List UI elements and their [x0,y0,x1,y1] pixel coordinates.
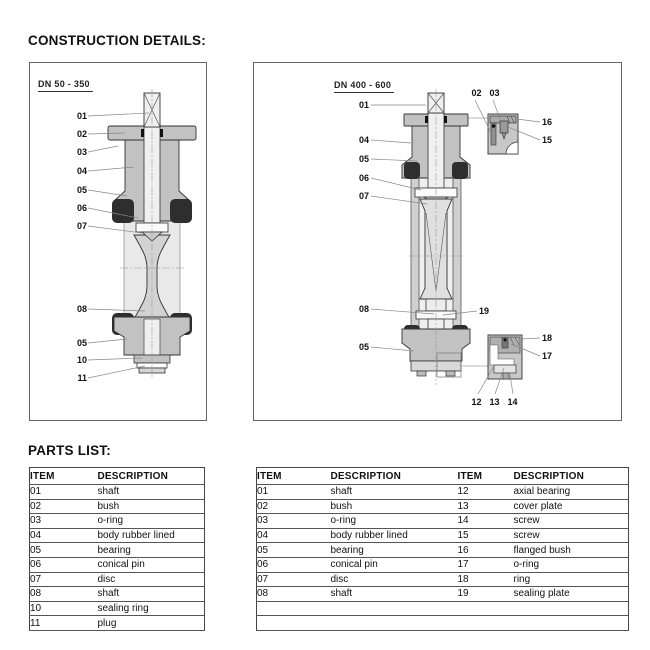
callout-05b: 05 [76,338,87,348]
callout-12: 12 [471,397,482,407]
description-cell: sealing plate [514,587,629,602]
table-row [257,557,629,572]
parts-table-right [256,467,629,631]
description-cell: o-ring [98,514,205,529]
description-cell: o-ring [514,557,629,572]
table-row [30,572,205,587]
description-cell [331,616,458,631]
callout-02: 02 [471,88,482,98]
diagram-panel-dn50-350 [29,62,207,421]
description-cell [514,601,629,616]
description-cell [331,601,458,616]
description-cell: disc [98,572,205,587]
o-ring-left-shape [425,116,428,123]
callout-13: 13 [489,397,500,407]
description-cell: bearing [331,543,458,558]
column-header-description: DESCRIPTION [98,468,205,485]
description-cell: shaft [98,587,205,602]
description-cell: plug [98,616,205,631]
upper-seal-left-shape [112,199,134,223]
description-cell: bearing [98,543,205,558]
item-cell: 05 [30,543,98,558]
description-cell: o-ring [331,514,458,529]
bottom-screw-right-shape [446,371,455,376]
description-cell: disc [331,572,458,587]
item-cell [257,616,331,631]
table-row [30,485,205,500]
item-cell: 03 [30,514,98,529]
range-label-dn50-350: DN 50 - 350 [38,79,93,92]
table-row [257,601,629,616]
item-cell: 19 [458,587,514,602]
callout-11: 11 [77,373,87,383]
table-row [30,528,205,543]
description-cell: shaft [331,587,458,602]
item-cell: 13 [458,499,514,514]
parts-table-left [29,467,205,631]
table-row [257,514,629,529]
table-header-row [30,468,205,485]
item-cell: 03 [257,514,331,529]
table-row [257,485,629,500]
valve-drawing-dn400-600 [254,63,621,420]
item-cell: 17 [458,557,514,572]
table-row [30,499,205,514]
description-cell: screw [514,528,629,543]
item-cell: 10 [30,601,98,616]
description-cell: bush [98,499,205,514]
item-cell: 15 [458,528,514,543]
o-ring-dot-shape [492,124,496,128]
description-cell: sealing ring [98,601,205,616]
item-cell [257,601,331,616]
construction-details-title: CONSTRUCTION DETAILS: [28,33,206,48]
table-row [257,616,629,631]
item-cell: 01 [257,485,331,500]
callout-14: 14 [507,397,518,407]
callout-15: 15 [542,135,553,145]
table-row [30,514,205,529]
item-cell: 02 [30,499,98,514]
screw-14-shape [503,373,509,379]
description-cell: shaft [331,485,458,500]
callout-07: 07 [76,221,87,231]
callout-06: 06 [358,173,369,183]
body-wall-right-shape [453,178,461,330]
callout-05: 05 [358,154,369,164]
o-ring-17-shape [504,339,507,342]
table-header-row [257,468,629,485]
callout-03: 03 [76,147,87,157]
description-cell: conical pin [98,557,205,572]
callout-05b: 05 [358,342,369,352]
table-row [257,528,629,543]
callout-05: 05 [76,185,87,195]
diagram-panel-dn400-600 [253,62,622,421]
item-cell: 05 [257,543,331,558]
o-ring-left-shape [141,129,144,137]
cover-plate-shape [494,365,516,373]
callout-01: 01 [358,100,369,110]
bottom-screw-left-shape [417,371,426,376]
callout-07: 07 [358,191,369,201]
description-cell: cover plate [514,499,629,514]
table-row [257,499,629,514]
table-row [30,543,205,558]
item-cell: 18 [458,572,514,587]
description-cell: bush [331,499,458,514]
item-cell: 08 [257,587,331,602]
valve-drawing-dn50-350 [30,63,206,420]
callout-01: 01 [76,111,87,121]
item-cell [458,616,514,631]
table-row [30,616,205,631]
callout-08: 08 [358,304,369,314]
o-ring-right-shape [160,129,163,137]
column-header-description2: DESCRIPTION [514,468,629,485]
table-row [30,601,205,616]
item-cell: 06 [30,557,98,572]
description-cell [514,616,629,631]
description-cell: screw [514,514,629,529]
callout-10: 10 [76,355,87,365]
parts-list-title: PARTS LIST: [28,443,111,458]
upper-seal-right-shape [170,199,192,223]
item-cell: 01 [30,485,98,500]
item-cell: 12 [458,485,514,500]
column-header-item2: ITEM [458,468,514,485]
screw-15-shape [500,121,508,133]
item-cell: 11 [30,616,98,631]
column-header-item: ITEM [30,468,98,485]
description-cell: ring [514,572,629,587]
description-cell: shaft [98,485,205,500]
upper-seal-right-shape [452,162,468,179]
description-cell: flanged bush [514,543,629,558]
range-label-dn400-600: DN 400 - 600 [334,80,394,93]
o-ring-right-shape [444,116,447,123]
description-cell: body rubber lined [331,528,458,543]
item-cell [458,601,514,616]
callout-04: 04 [358,135,369,145]
item-cell: 08 [30,587,98,602]
column-header-item: ITEM [257,468,331,485]
callout-16: 16 [542,117,553,127]
item-cell: 04 [30,528,98,543]
callout-04: 04 [76,166,87,176]
upper-detail-inset [468,114,518,154]
upper-seal-left-shape [404,162,420,179]
callout-18: 18 [542,333,553,343]
table-row [257,572,629,587]
table-row [30,557,205,572]
item-cell: 14 [458,514,514,529]
description-cell: conical pin [331,557,458,572]
callout-17: 17 [542,351,553,361]
callout-06: 06 [76,203,87,213]
lower-detail-inset [462,335,522,379]
column-header-description: DESCRIPTION [331,468,458,485]
item-cell: 02 [257,499,331,514]
callout-19: 19 [479,306,490,316]
table-row [257,587,629,602]
body-wall-left-shape [411,178,419,330]
callout-03: 03 [489,88,500,98]
item-cell: 07 [30,572,98,587]
callout-08: 08 [76,304,87,314]
item-cell: 06 [257,557,331,572]
description-cell: axial bearing [514,485,629,500]
item-cell: 04 [257,528,331,543]
table-row [257,543,629,558]
description-cell: body rubber lined [98,528,205,543]
item-cell: 07 [257,572,331,587]
item-cell: 16 [458,543,514,558]
table-row [30,587,205,602]
callout-02: 02 [76,129,87,139]
